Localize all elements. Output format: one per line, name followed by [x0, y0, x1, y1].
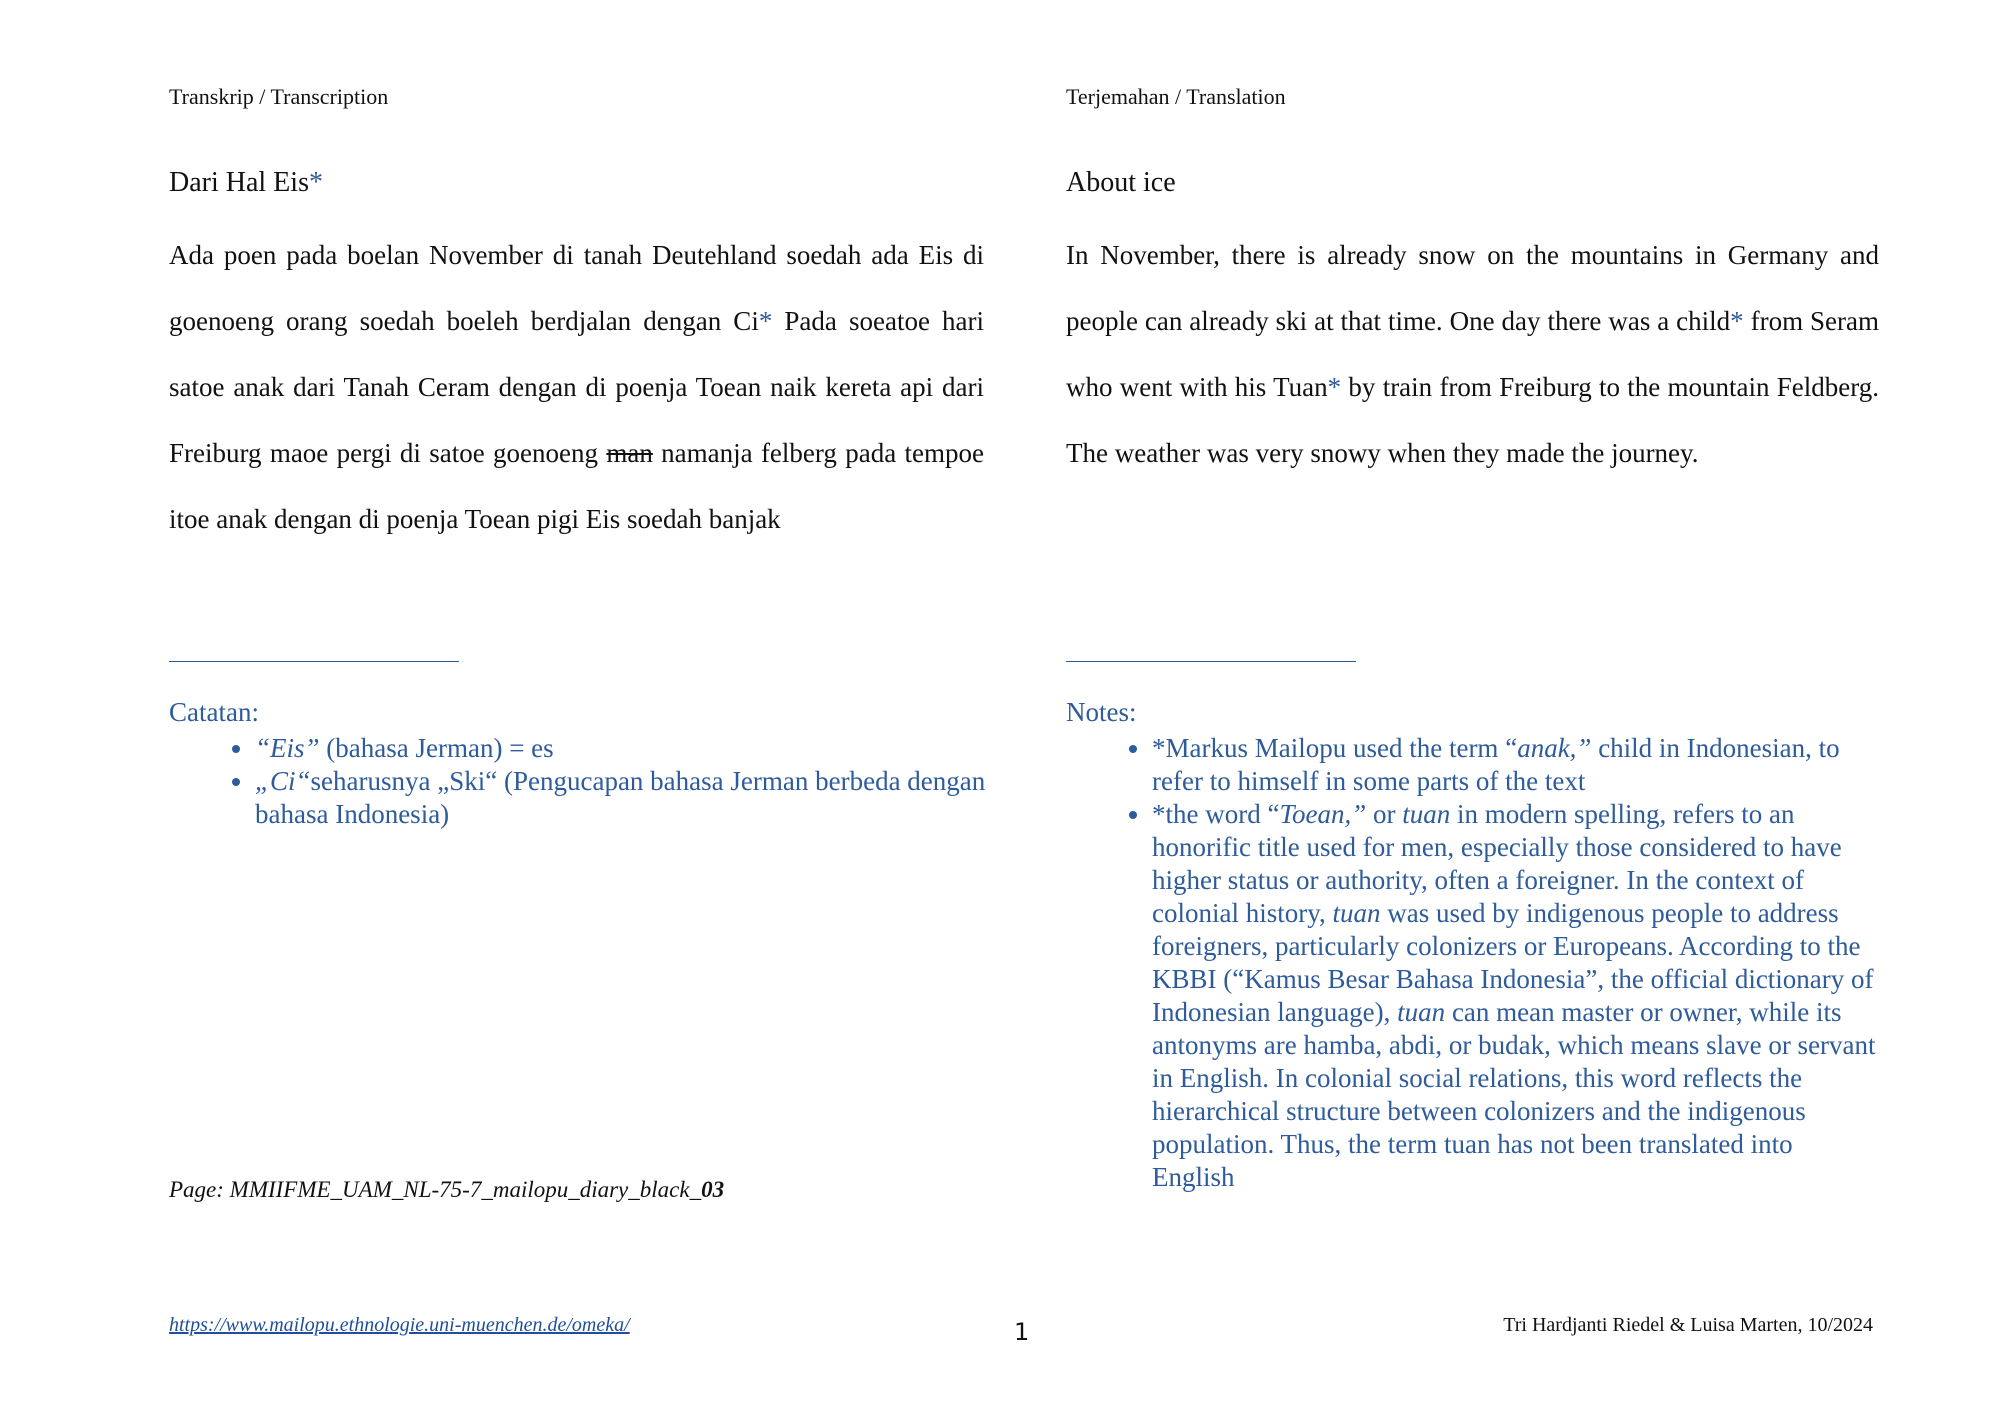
- transcription-text: namanja felberg pada tempoe itoe anak dengan di poenja Toean pigi Eis soedah banjak: [169, 438, 984, 534]
- note-item: [255, 732, 1035, 765]
- note-text: was used by indigenous people to address foreigners, particularly colonizers or Europeans. According to the KBBI (“Kamus Besar Bahasa Indonesia”, the official dictionary of Indonesian language),: [1152, 898, 1874, 1027]
- transcription-text: Ada poen pada boelan November di tanah Deutehland soedah ada Eis di goenoeng orang soedah boeleh berdjalan dengan Ci: [169, 240, 984, 336]
- page-id-number: 03: [701, 1177, 725, 1202]
- footer-credits: Tri Hardjanti Riedel & Luisa Marten, 10/2024: [1503, 1314, 1873, 1336]
- note-text: *the word “: [1152, 799, 1280, 829]
- note-item: [1152, 732, 1879, 798]
- notes-list: [1066, 732, 1879, 1194]
- page-id-prefix: Page: MMIIFME_UAM_NL-75-7_mailopu_diary_black_: [169, 1177, 702, 1202]
- translation-title: About ice: [1066, 167, 1176, 198]
- translation-body: [1066, 222, 1879, 486]
- footnote-marker: *: [1730, 306, 1744, 336]
- note-term: tuan: [1397, 997, 1446, 1027]
- transcription-title-text: Dari Hal Eis: [169, 167, 309, 198]
- note-term: anak,”: [1517, 733, 1592, 763]
- note-text: (bahasa Jerman) = es: [319, 733, 554, 763]
- translation-text: by train from Freiburg to the mountain Feldberg. The weather was very snowy when they made the journey.: [1066, 372, 1879, 468]
- notes-label: Notes:: [1066, 697, 1137, 727]
- note-text: child in Indonesian, to refer to himself in some parts of the text: [1152, 733, 1840, 796]
- note-term: tuan: [1402, 799, 1451, 829]
- note-text: in modern spelling, refers to an honorific title used for men, especially those considered to have higher status or authority, often a foreigner. In the context of colonial history,: [1152, 799, 1842, 928]
- note-item: [255, 765, 1035, 831]
- page-number: 1: [1014, 1318, 1030, 1346]
- note-term: “Eis”: [255, 733, 320, 763]
- note-term: „Ci“: [255, 766, 311, 796]
- note-text: or: [1366, 799, 1403, 829]
- footer-link[interactable]: https://www.mailopu.ethnologie.uni-muenchen.de/omeka/: [169, 1314, 630, 1336]
- notes-list: [169, 732, 1035, 831]
- translation-text: from Seram who went with his Tuan: [1066, 306, 1879, 402]
- translation-header: Terjemahan / Translation: [1066, 84, 1286, 109]
- notes-divider: [169, 661, 459, 662]
- struck-text: man: [606, 438, 653, 468]
- note-text: *Markus Mailopu used the term “: [1152, 733, 1518, 763]
- notes-divider: [1066, 661, 1356, 662]
- note-item: [1152, 798, 1879, 1194]
- translation-text: In November, there is already snow on the mountains in Germany and people can already ski at that time. One day there was a child: [1066, 240, 1879, 336]
- note-term: tuan: [1332, 898, 1381, 928]
- page-identifier: [169, 1177, 724, 1203]
- transcription-title: [169, 167, 984, 199]
- footnote-marker: *: [308, 167, 323, 198]
- notes-label: Catatan:: [169, 697, 259, 727]
- note-term: Toean,”: [1279, 799, 1367, 829]
- note-text: can mean master or owner, while its antonyms are hamba, abdi, or budak, which means slave or servant in English. In colonial social relations, this word reflects the hierarchical structure between colonizers and the indigenous population. Thus, the term tuan has not been translated into English: [1152, 997, 1876, 1192]
- transcription-body: [169, 222, 984, 552]
- note-text: seharusnya „Ski“ (Pengucapan bahasa Jerman berbeda dengan bahasa Indonesia): [255, 766, 986, 829]
- footnote-marker: *: [758, 306, 773, 336]
- transcription-text: Pada soeatoe hari satoe anak dari Tanah Ceram dengan di poenja Toean naik kereta api dari Freiburg maoe pergi di satoe goenoeng: [169, 306, 985, 468]
- transcription-header: Transkrip / Transcription: [169, 84, 389, 109]
- footnote-marker: *: [1327, 372, 1342, 402]
